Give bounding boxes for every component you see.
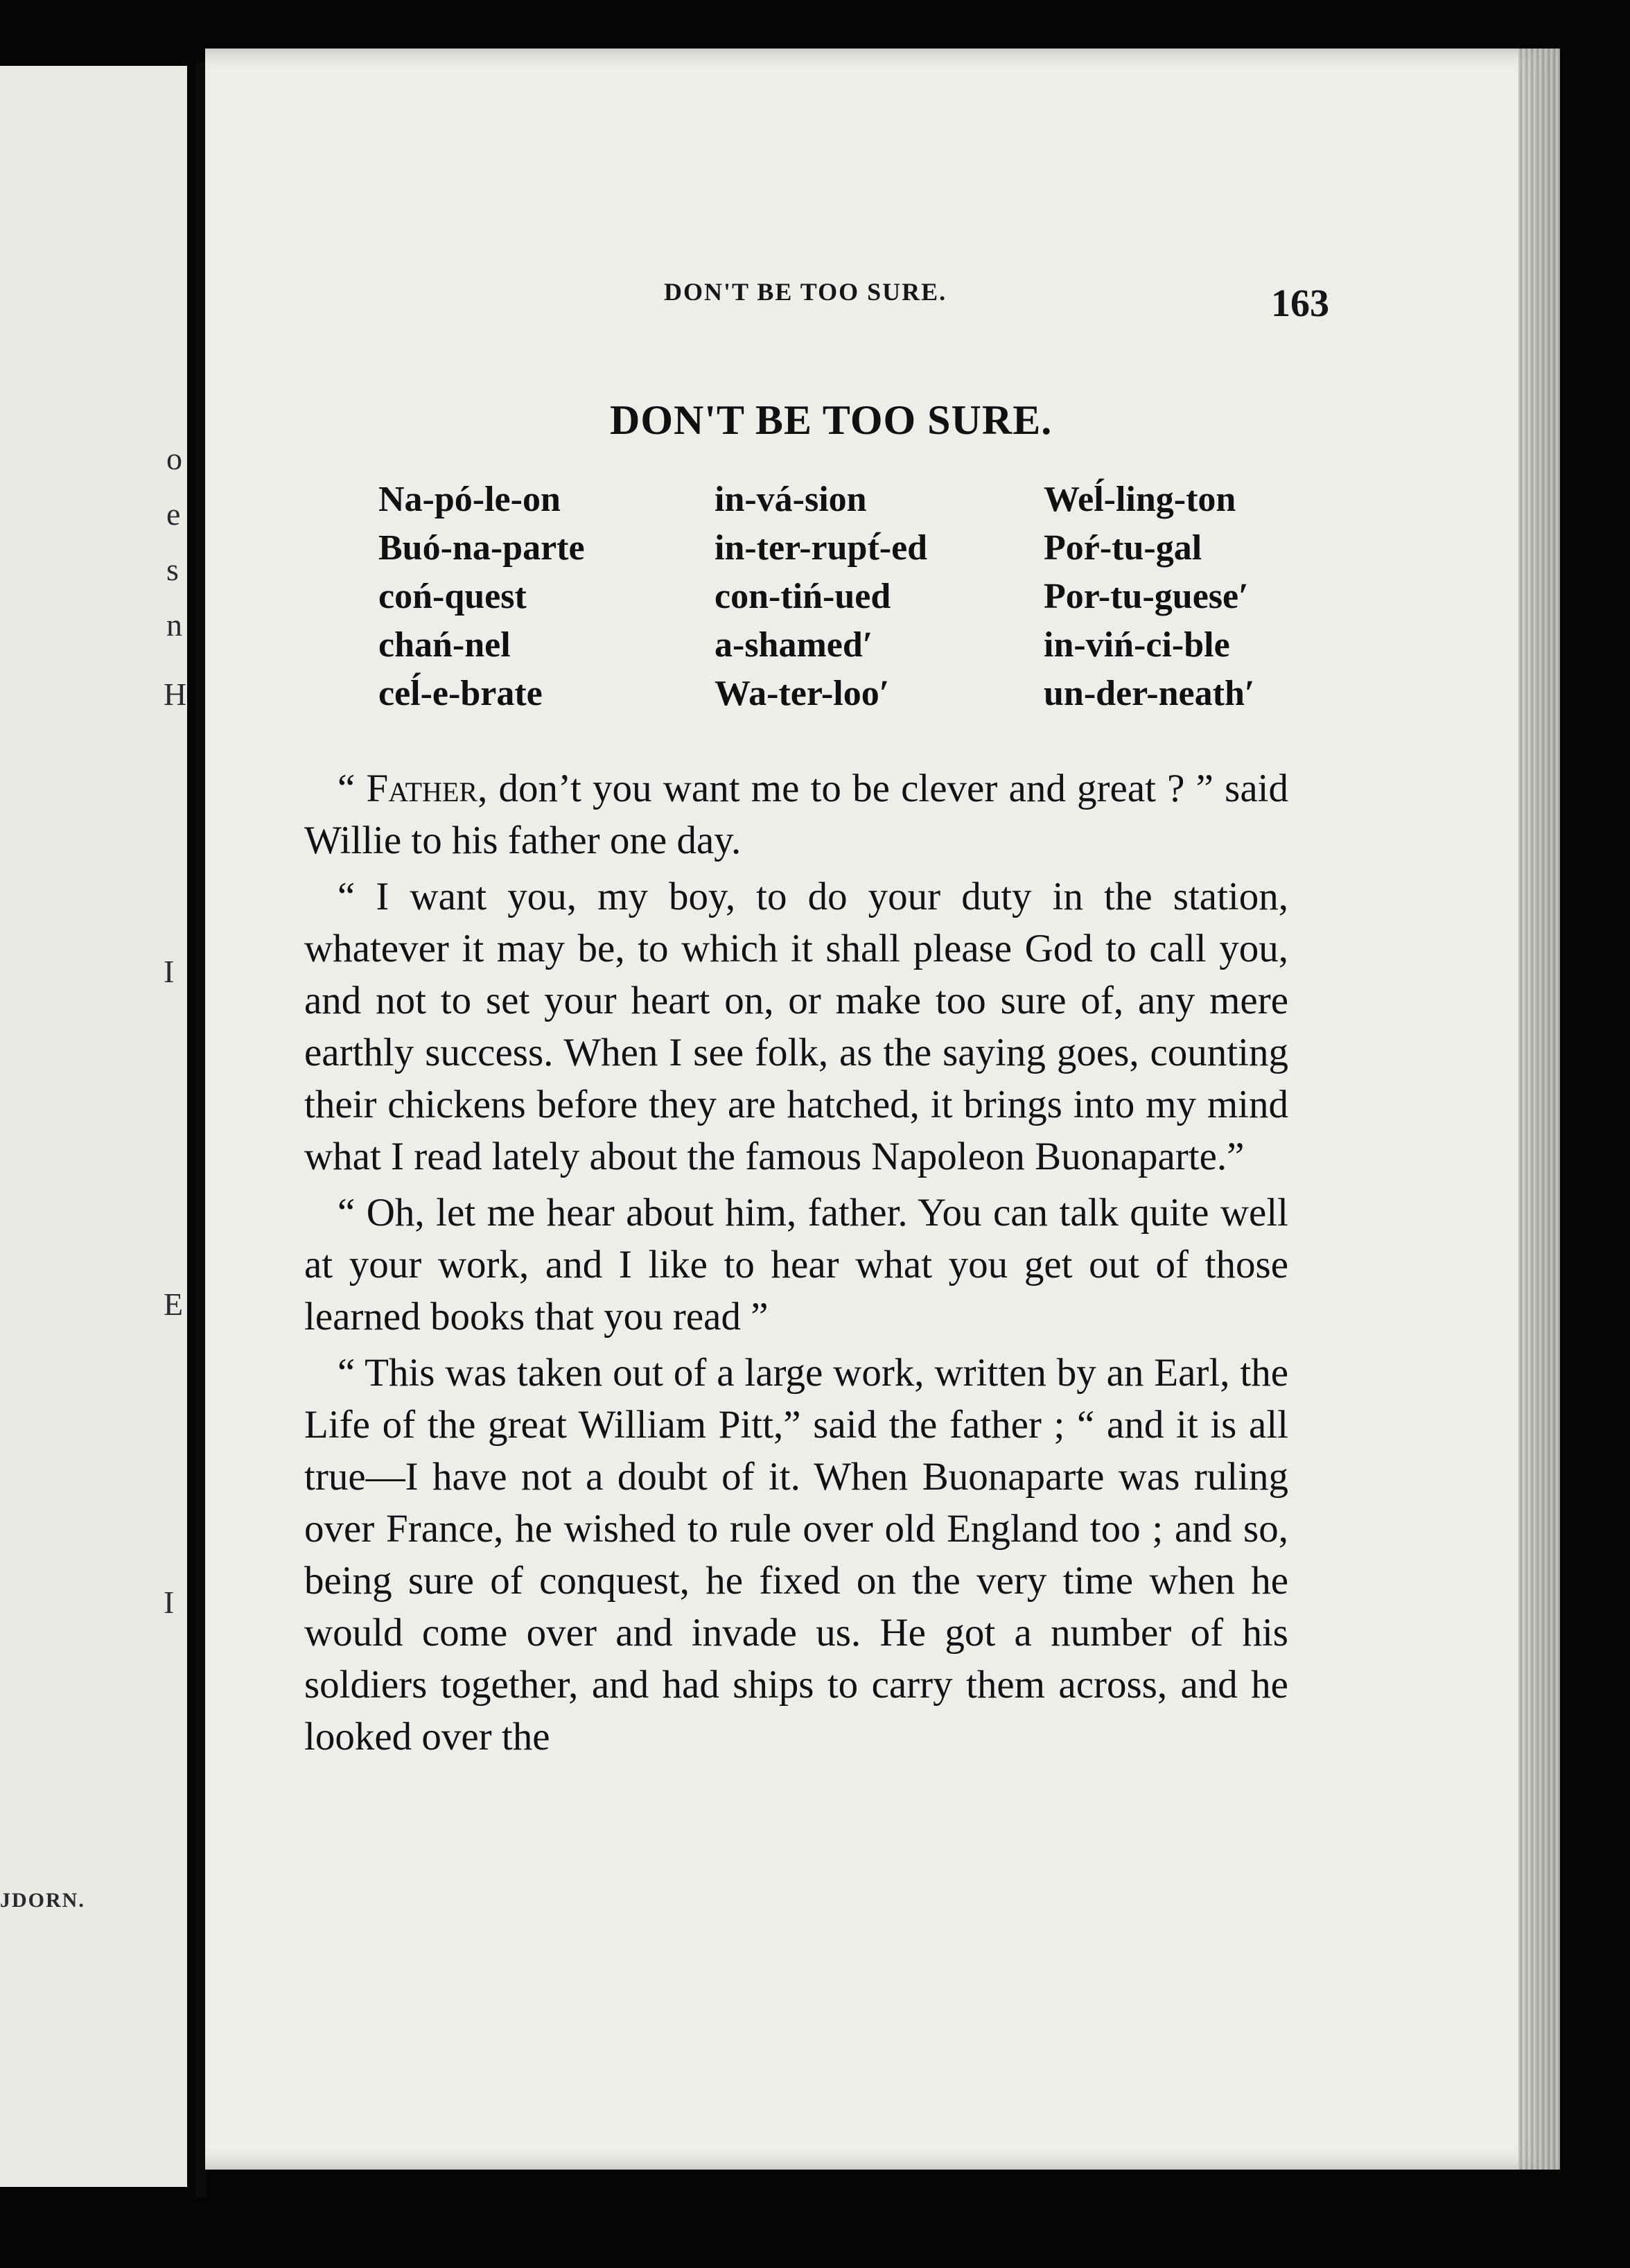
page-edges — [1518, 49, 1560, 2170]
left-margin-text: I — [164, 1585, 175, 1620]
spelling-word: ceĺ-e-brate — [378, 674, 543, 713]
spelling-word: Weĺ-ling-ton — [1044, 480, 1236, 519]
left-margin-text: e — [166, 496, 181, 532]
spelling-word: chań-nel — [378, 625, 511, 665]
spelling-column — [715, 476, 927, 718]
book-page — [205, 49, 1560, 2170]
spelling-column — [1044, 476, 1254, 718]
paragraph: “ I want you, my boy, to do your duty in the station, whatever it may be, to which it shall please God to call you, and not to set your heart on, or make too sure of, any mere earthly success. When I see folk, as the saying goes, counting their chickens before they are hatched, it brings into my mind what I read lately about the famous Napoleon Buonaparte.” — [304, 875, 1288, 1178]
spelling-word: coń-quest — [378, 577, 527, 616]
left-margin-text: H — [164, 677, 187, 712]
spelling-word: Buó-na-parte — [378, 528, 585, 568]
paragraph — [304, 762, 1288, 866]
spelling-word: Wa-ter-loo′ — [715, 674, 890, 713]
chapter-title: DON'T BE TOO SURE. — [610, 397, 1053, 443]
spelling-word: Na-pó-le-on — [378, 480, 561, 519]
spelling-word: con-tiń-ued — [715, 577, 891, 616]
paragraph: “ Oh, let me hear about him, father. You can talk quite well at your work, and I like to hear what you get out of those learned books that you read ” — [304, 1191, 1288, 1338]
paragraph: “ This was taken out of a large work, written by an Earl, the Life of the great William Pitt,” said the father ; “ and it is all true—I have not a doubt of it. When Buonaparte was ruling over France, he wished to rule over old England too ; and so, being sure of conquest, he fixed on the very time when he would come over and invade us. He got a number of his soldiers together, and had ships to carry them across, and he looked over the — [304, 1351, 1288, 1759]
left-margin-text: I — [164, 954, 175, 989]
left-page-fragment — [0, 66, 187, 2187]
spelling-word: a-shamed′ — [715, 625, 873, 665]
spelling-word-list — [378, 476, 1349, 767]
paragraph-lead: “ Father, — [338, 767, 488, 810]
spelling-column — [378, 476, 585, 718]
running-head: DON'T BE TOO SURE. — [664, 278, 947, 306]
paragraph-text: don’t you want me to be clever and great ? ” said Willie to his father one day. — [304, 767, 1288, 862]
spelling-word: in-viń-ci-ble — [1044, 625, 1230, 665]
story-body — [304, 762, 1288, 1767]
left-margin-text: s — [166, 552, 179, 587]
spelling-word: Por-tu-guese′ — [1044, 577, 1249, 616]
left-margin-text: n — [166, 607, 182, 643]
spelling-word: Poŕ-tu-gal — [1044, 528, 1202, 568]
page-number: 163 — [1271, 282, 1329, 325]
spelling-word: un-der-neath′ — [1044, 674, 1255, 713]
left-margin-text: JDORN. — [0, 1889, 85, 1912]
spelling-word: in-ter-rupt́-ed — [715, 528, 928, 568]
left-margin-text: o — [166, 441, 182, 476]
left-margin-text: E — [164, 1286, 184, 1322]
spelling-word: in-vá-sion — [715, 480, 867, 519]
